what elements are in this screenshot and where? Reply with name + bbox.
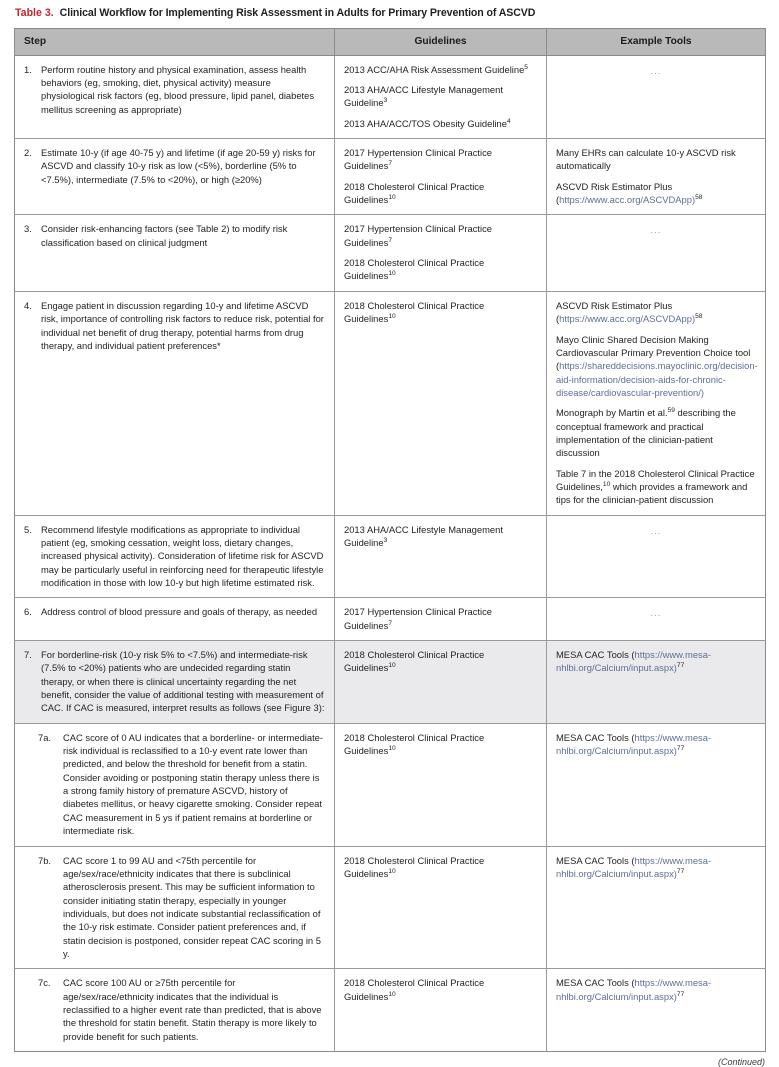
tool-item-text: Table 7 in the 2018 Cholesterol Clinical Practice Guidelines, [556,467,755,492]
ellipsis-placeholder: ... [650,64,662,76]
step-content [24,605,325,618]
tools-cell [547,641,766,724]
guideline-item [344,83,537,110]
step-text: For borderline-risk (10-y risk 5% to <7.5%) and intermediate-risk (7.5% to <20%) patients who are undecided regarding statin therapy, or when there is clinical uncertainty regarding the net benefit, consider the value of additional testing with measurement of CAC. If CAC is measured, interpret results as follows (see Figure 3): [41,649,325,714]
guideline-item-superscript: 10 [388,313,396,321]
tool-item-text: MESA CAC Tools ( [556,854,635,866]
guideline-item [344,63,537,76]
step-number: 5. [24,523,32,535]
tool-item-superscript: 59 [667,407,675,415]
guideline-item-text: 2013 AHA/ACC Lifestyle Management Guideline [344,523,503,548]
tool-item-link-close: ) [673,990,677,1002]
step-text: CAC score of 0 AU indicates that a borderline- or intermediate-risk individual is reclassified to a 10-y event rate lower than predicted, and below the threshold for benefit from a statin. Consider avoiding or postponing statin therapy unless there is a strong family history of premature ASCVD, history of diabetes mellitus, or heavy cigarette smoking. Consider repeat CAC measurement in 5 ys if patient remains at borderline or intermediate risk. [63,731,324,837]
guidelines-cell [335,969,547,1052]
step-cell [15,598,335,641]
guidelines-cell [335,598,547,641]
guideline-item-superscript: 7 [388,619,392,627]
guideline-item-superscript: 5 [524,63,528,71]
guideline-item [344,299,537,326]
step-number: 1. [24,63,32,75]
tools-cell [547,515,766,598]
tool-item-link-close: ) [673,867,677,879]
guideline-item [344,117,537,130]
tools-cell [547,969,766,1052]
tools-cell [547,723,766,846]
tool-item [556,648,756,675]
tool-item-text: MESA CAC Tools ( [556,649,635,661]
tool-item-text: ASCVD Risk Estimator Plus ( [556,299,673,325]
tool-item-link-close: ) [692,194,696,206]
tool-item-superscript: 77 [676,662,685,670]
guideline-item-superscript: 3 [383,536,388,544]
guideline-item [344,605,537,632]
tool-item-link-close: ) [673,745,677,757]
guideline-item [344,146,537,173]
guideline-item-superscript: 10 [388,270,396,278]
guideline-item [344,523,537,550]
guideline-item-superscript: 10 [388,867,396,875]
tool-item [556,146,756,173]
step-text: Address control of blood pressure and goals of therapy, as needed [41,606,318,618]
ellipsis-placeholder: ... [650,224,662,236]
guidelines-cell [335,55,547,138]
continued-note: (Continued) [717,1056,765,1067]
step-content [24,976,325,1043]
step-content [24,854,325,961]
guideline-item [344,648,537,675]
step-number: 7c. [38,977,51,989]
guidelines-cell [335,215,547,291]
table-row [15,723,766,846]
guideline-item-text: 2018 Cholesterol Clinical Practice Guidelines [344,854,485,879]
guideline-item [344,180,537,207]
guideline-item [344,731,537,758]
guideline-item [344,256,537,283]
tool-item-text: Monograph by Martin et al. [556,407,668,419]
tool-item-text: Many EHRs can calculate 10-y ASCVD risk automatically [556,147,736,172]
tool-item-tail: which provides a framework and tips for the clinician-patient discussion [556,480,748,506]
table-number: Table 3. [15,7,54,19]
tool-item-link[interactable]: https://www.mesa-nhlbi.org/Calcium/input.aspx [556,854,712,879]
tools-cell [547,139,766,215]
guideline-item-superscript: 3 [383,97,388,105]
guideline-item-text: 2013 AHA/ACC Lifestyle Management Guideline [344,84,503,109]
tool-item-link[interactable]: https://www.mesa-nhlbi.org/Calcium/input.aspx [556,731,712,757]
guideline-item [344,222,537,249]
table-row [15,215,766,291]
guideline-item-text: 2018 Cholesterol Clinical Practice Guidelines [344,731,485,757]
table-row [15,55,766,138]
step-number: 3. [24,223,32,235]
step-content [24,146,325,186]
tool-item-link[interactable]: https://shareddecisions.mayoclinic.org/decision-aid-information/decision-aids-for-chronic-disease/cardiovascular-prevention/ [556,360,758,398]
tool-item-link-close: ) [673,662,677,674]
tool-item [556,854,756,881]
clinical-workflow-table [14,28,766,1052]
guideline-item-superscript: 7 [388,236,392,244]
table-row [15,139,766,215]
tool-item [556,467,756,507]
tool-item-superscript: 77 [676,744,685,752]
guideline-item-text: 2017 Hypertension Clinical Practice Guidelines [344,606,492,631]
step-number: 4. [24,299,32,311]
tool-item-link[interactable]: https://www.acc.org/ASCVDApp [559,194,692,206]
ellipsis-placeholder: ... [650,607,662,619]
guideline-item-superscript: 7 [388,160,392,168]
guideline-item-superscript: 10 [388,662,396,670]
tool-item-superscript: 58 [695,313,703,321]
step-text: Perform routine history and physical examination, assess health behaviors (eg, smoking, diet, physical activity) measure physiological risk factors (eg, blood pressure, lipid panel, diabetes mellitus screening as appropriate) [41,63,315,115]
tool-item [556,731,756,758]
ellipsis-placeholder: ... [650,524,662,536]
guideline-item-text: 2018 Cholesterol Clinical Practice Guidelines [344,180,485,206]
step-content [24,648,325,715]
step-number: 2. [24,147,32,159]
table-row [15,291,766,515]
tool-item-superscript: 77 [676,990,685,998]
step-cell [15,846,335,969]
guideline-item-text: 2018 Cholesterol Clinical Practice Guidelines [344,977,485,1002]
guideline-item-superscript: 10 [388,193,396,201]
guideline-item-text: 2017 Hypertension Clinical Practice Guidelines [344,147,492,172]
step-cell [15,515,335,598]
guideline-item-superscript: 10 [388,990,396,998]
step-cell [15,969,335,1052]
table-row [15,969,766,1052]
step-number: 7. [24,649,32,661]
tool-item-superscript: 10 [602,480,611,488]
table-row [15,598,766,641]
guidelines-cell [335,139,547,215]
step-text: Consider risk-enhancing factors (see Table 2) to modify risk classification based on clinical judgment [41,223,288,248]
tool-item-text: MESA CAC Tools ( [556,977,635,989]
table-header [15,28,766,55]
table-caption [15,7,765,20]
guidelines-cell [335,723,547,846]
step-content [24,523,325,590]
column-header-step: Step [15,28,335,55]
tool-item-link[interactable]: https://www.mesa-nhlbi.org/Calcium/input.aspx [556,977,712,1002]
table-row [15,515,766,598]
guideline-item-text: 2018 Cholesterol Clinical Practice Guidelines [344,649,485,674]
guideline-item [344,854,537,881]
step-cell [15,55,335,138]
guideline-item-text: 2013 AHA/ACC/TOS Obesity Guideline [344,117,507,129]
guideline-item-superscript: 10 [388,744,396,752]
step-content [24,63,325,116]
tool-item-text: MESA CAC Tools ( [556,731,635,743]
step-cell [15,641,335,724]
table-body [15,55,766,1051]
tool-item-text: ASCVD Risk Estimator Plus ( [556,180,673,206]
guidelines-cell [335,515,547,598]
tool-item-link[interactable]: https://www.acc.org/ASCVDApp [559,313,692,325]
tool-item-superscript: 58 [695,193,703,201]
tools-cell [547,291,766,515]
tools-cell [547,215,766,291]
step-number: 6. [24,606,32,618]
tool-item-link-close: ) [692,313,696,325]
guideline-item-text: 2018 Cholesterol Clinical Practice Guidelines [344,257,485,282]
column-header-guidelines: Guidelines [335,28,547,55]
guideline-item-text: 2013 ACC/AHA Risk Assessment Guideline [344,63,525,75]
step-number: 7a. [38,731,52,743]
tool-item-link[interactable]: https://www.mesa-nhlbi.org/Calcium/input.aspx [556,649,712,674]
tool-item [556,299,756,326]
tool-item [556,333,756,400]
tools-cell [547,598,766,641]
tool-item [556,406,756,459]
step-content [24,731,325,838]
step-cell [15,723,335,846]
tool-item-link-close: ) [700,386,704,398]
step-text: CAC score 100 AU or ≥75th percentile for age/sex/race/ethnicity indicates that the individual is reclassified to a higher event rate than predicted, that is above the threshold for statin benefit. Statin therapy is more likely to provide benefit for such patients. [63,977,322,1042]
table-row [15,846,766,969]
guidelines-cell [335,846,547,969]
tool-item-tail: describing the conceptual framework and practical implementation of the clinician-patient discussion [556,407,736,459]
tool-item [556,180,756,207]
header-row [15,28,766,55]
step-number: 7b. [38,854,52,866]
guideline-item-text: 2017 Hypertension Clinical Practice Guidelines [344,223,492,248]
guidelines-cell [335,291,547,515]
guideline-item-superscript: 4 [506,117,511,125]
table-title: Clinical Workflow for Implementing Risk Assessment in Adults for Primary Prevention of ASCVD [59,7,536,19]
tool-item-text: Mayo Clinic Shared Decision Making Cardiovascular Primary Prevention Choice tool ( [556,333,751,372]
tool-item-superscript: 77 [676,867,685,875]
step-text: Recommend lifestyle modifications as appropriate to individual patient (eg, smoking cessation, weight loss, dietary changes, increased physical activity). Consideration of lifetime risk for ASCVD may be particularly useful in reinforcing need for therapeutic lifestyle modification in those with low 10-y but high lifetime estimated risk. [41,523,324,589]
step-cell [15,139,335,215]
step-text: Estimate 10-y (if age 40-75 y) and lifetime (if age 20-59 y) risks for ASCVD and classify 10-y risk as low (<5%), borderline (5% to <7.5%), intermediate (7.5% to <20%), or high (≥20%) [41,147,316,185]
column-header-tools: Example Tools [547,28,766,55]
step-text: Engage patient in discussion regarding 10-y and lifetime ASCVD risk, importance of controlling risk factors to reduce risk, potential for individual net benefit of drug therapy, potential harms from drug therapy, and individual patient preferences* [41,299,324,351]
guideline-item-text: 2018 Cholesterol Clinical Practice Guidelines [344,299,485,325]
guideline-item [344,976,537,1003]
step-content [24,222,325,249]
table-row [15,641,766,724]
tool-item [556,976,756,1003]
step-text: CAC score 1 to 99 AU and <75th percentile for age/sex/race/ethnicity indicates that there is subclinical atherosclerosis present. This may be sufficient information to consider initiating statin therapy, especially in younger individuals, but does not indicate substantial reclassification of the 10-y risk estimate. Consider patient preferences and, if statin decision is postponed, consider repeat CAC scoring in 5 y. [63,854,321,959]
step-cell [15,291,335,515]
tools-cell [547,55,766,138]
tools-cell [547,846,766,969]
guidelines-cell [335,641,547,724]
step-content [24,299,325,352]
step-cell [15,215,335,291]
